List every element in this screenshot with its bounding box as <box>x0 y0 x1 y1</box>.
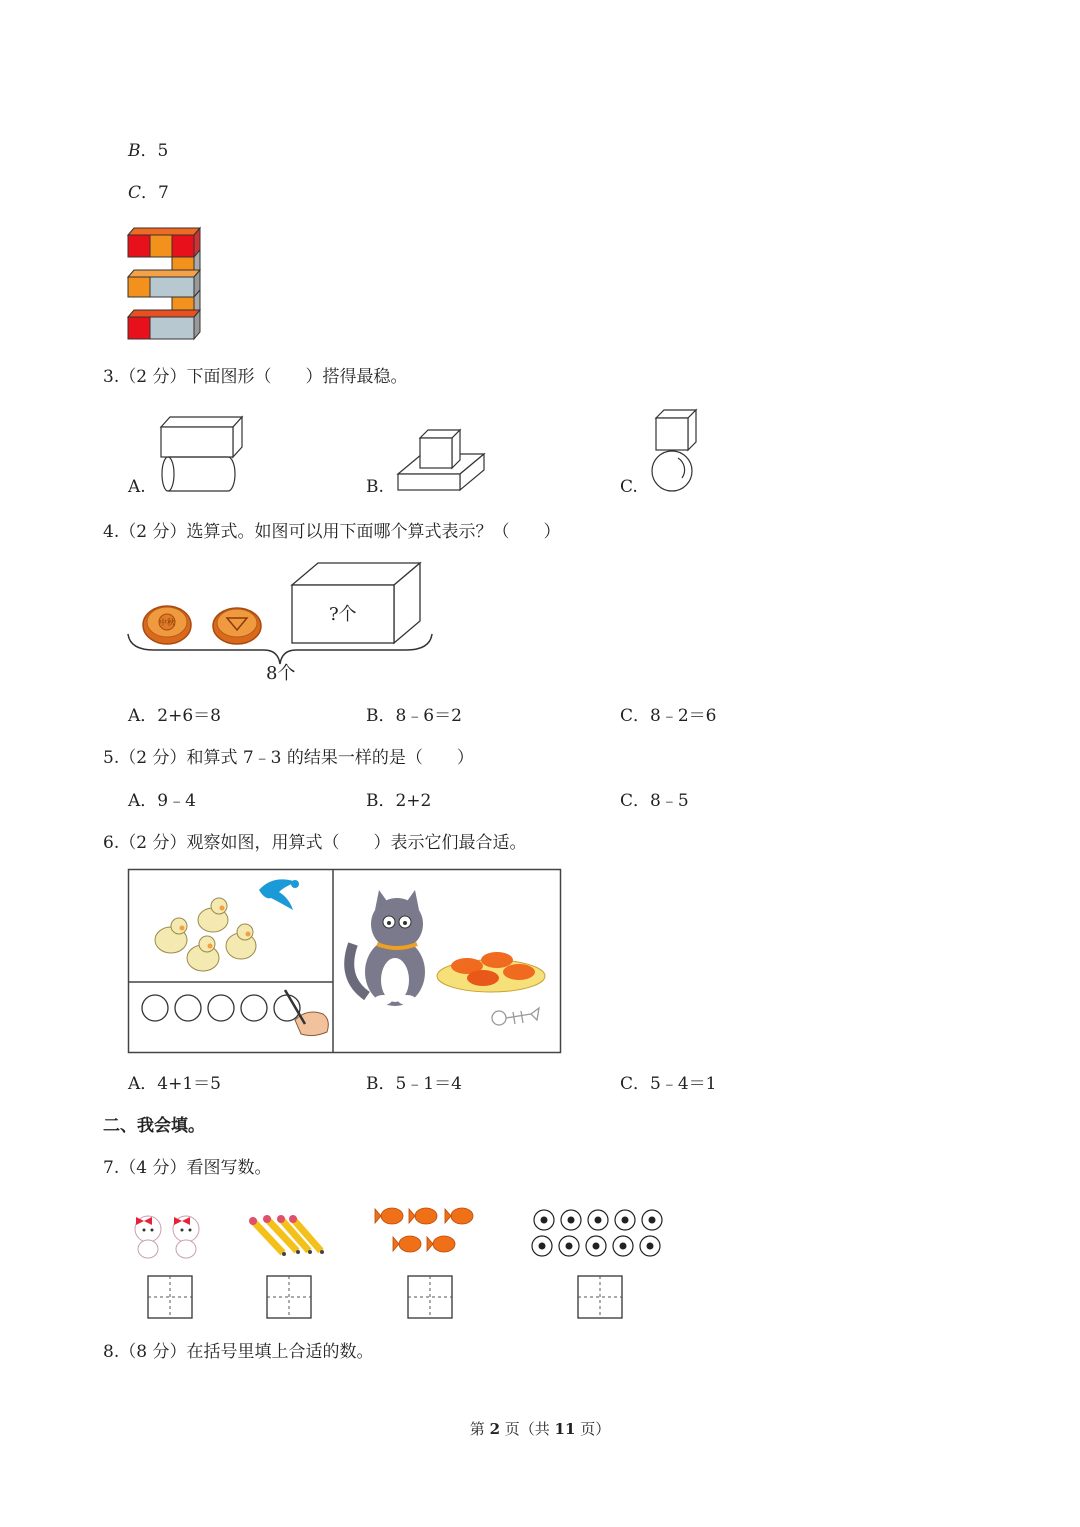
kittens-icon <box>130 1211 210 1259</box>
brace-total-label: 8个 <box>266 663 296 684</box>
soccer-balls-icon <box>530 1208 666 1260</box>
q3-option-c-label: C. <box>620 477 638 497</box>
mystery-box-label: ?个 <box>329 604 357 625</box>
cube-on-sphere-figure <box>648 408 700 494</box>
q4-option-b: B．8﹣6＝2 <box>366 706 462 726</box>
option-b: B．5 <box>128 141 169 161</box>
question-7-stem: 7.（4 分）看图写数。 <box>103 1158 272 1178</box>
birds-and-cat-figure <box>127 868 563 1056</box>
flying-bird-icon <box>259 879 299 910</box>
q6-option-c: C．5﹣4＝1 <box>620 1074 717 1094</box>
section-2-title: 二、我会填。 <box>103 1116 205 1136</box>
option-c: C．7 <box>128 183 169 203</box>
q6-option-a: A．4+1＝5 <box>128 1074 221 1094</box>
cat-icon <box>349 890 425 1006</box>
q5-option-c: C．8﹣5 <box>620 791 689 811</box>
answer-box[interactable] <box>147 1275 193 1319</box>
cube-on-slab-figure <box>396 428 488 494</box>
fish-bone-icon <box>492 1008 539 1025</box>
answer-box[interactable] <box>407 1275 453 1319</box>
q3-option-b-label: B. <box>366 477 384 497</box>
curly-brace <box>124 632 436 666</box>
pencils-icon <box>247 1213 327 1259</box>
total-page-count: 11 <box>554 1420 576 1438</box>
question-5-stem: 5.（2 分）和算式 7﹣3 的结果一样的是（ ） <box>103 748 474 768</box>
q5-option-a: A．9﹣4 <box>128 791 196 811</box>
page-footer: 第 2 页（共 11 页） <box>469 1420 611 1438</box>
question-8-stem: 8.（8 分）在括号里填上合适的数。 <box>103 1342 374 1362</box>
q4-option-c: C．8﹣2＝6 <box>620 706 717 726</box>
goldfish-icon <box>376 1200 480 1260</box>
question-3-stem: 3.（2 分）下面图形（ ）搭得最稳。 <box>103 367 408 387</box>
q3-option-a-label: A. <box>128 477 146 497</box>
answer-box[interactable] <box>577 1275 623 1319</box>
svg-text:中秋: 中秋 <box>159 618 175 627</box>
cube-stack-figure <box>126 225 206 343</box>
answer-box[interactable] <box>266 1275 312 1319</box>
q4-option-a: A．2+6＝8 <box>128 706 221 726</box>
fish-plate-icon <box>437 952 545 992</box>
q6-option-b: B．5﹣1＝4 <box>366 1074 462 1094</box>
cuboid-on-cylinder-figure <box>158 415 248 495</box>
question-6-stem: 6.（2 分）观察如图，用算式（ ）表示它们最合适。 <box>103 833 527 853</box>
current-page-number: 2 <box>489 1420 500 1438</box>
question-4-stem: 4.（2 分）选算式。如图可以用下面哪个算式表示？（ ） <box>103 522 561 542</box>
q5-option-b: B．2+2 <box>366 791 432 811</box>
